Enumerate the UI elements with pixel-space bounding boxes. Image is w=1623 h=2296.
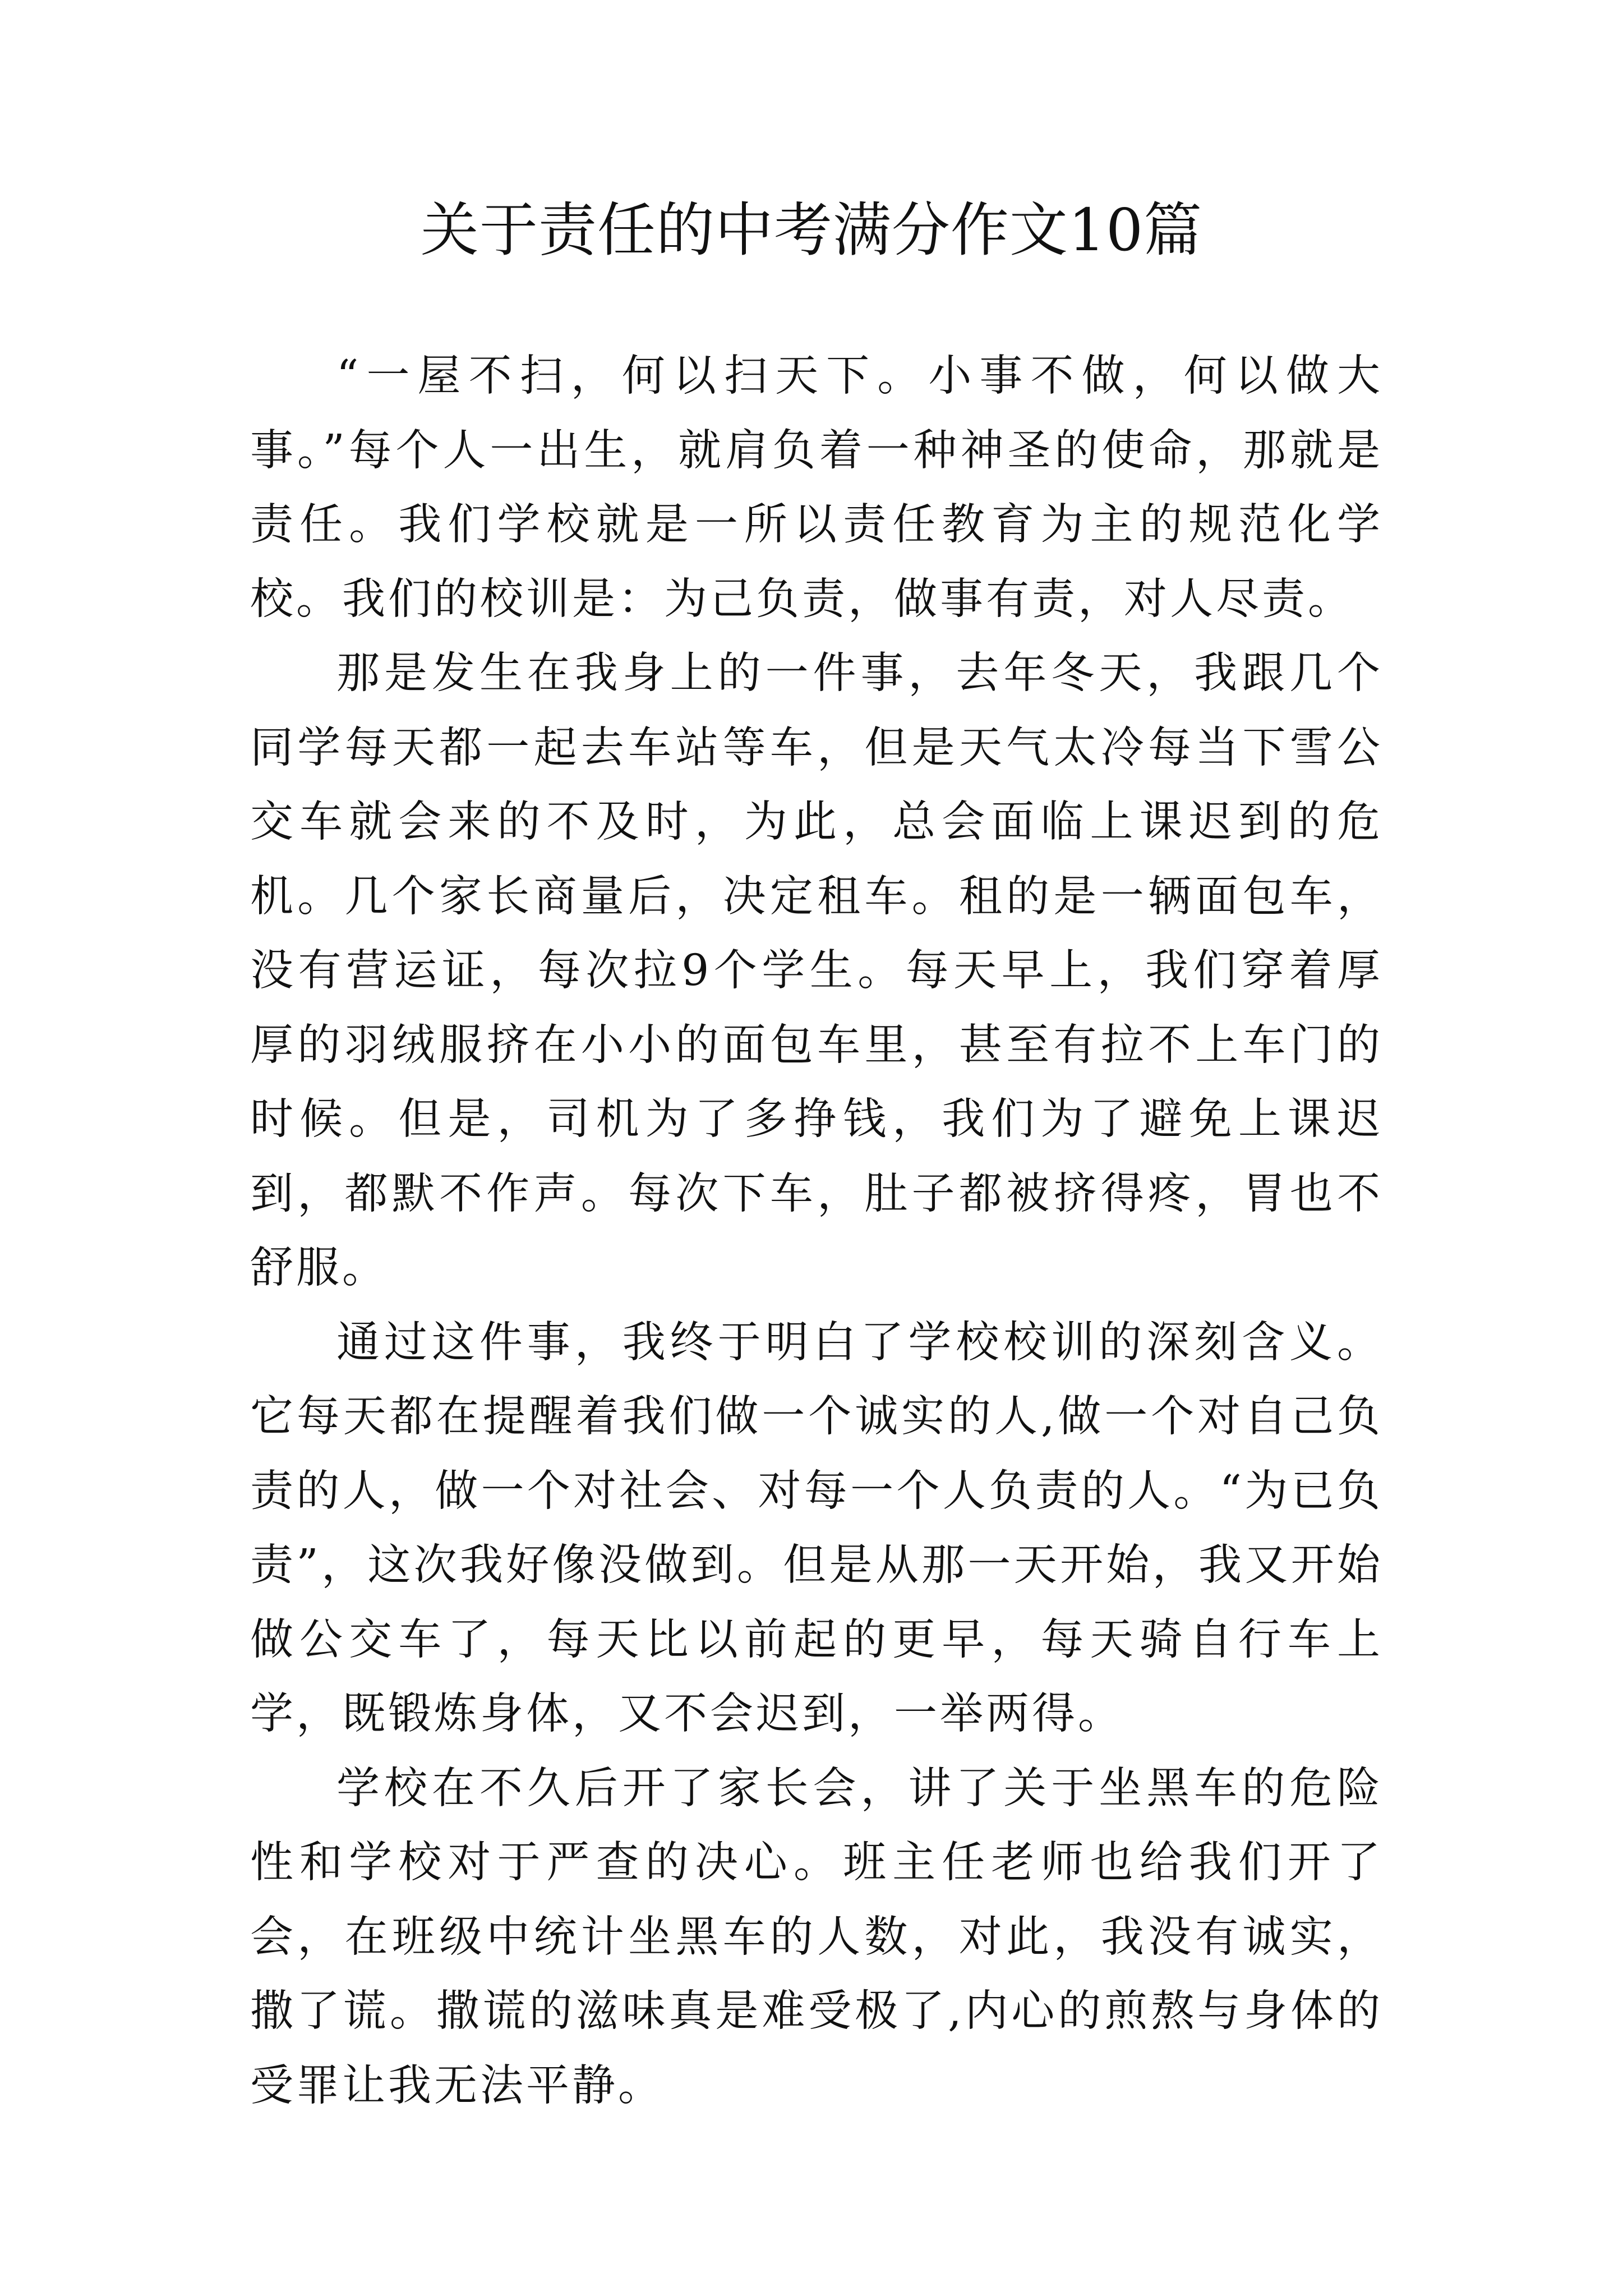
document-title: 关于责任的中考满分作文10篇 — [420, 196, 1203, 264]
paragraph: “一屋不扫，何以扫天下。小事不做，何以做大事。”每个人一出生，就肩负着一种神圣的使命，那就是责任。我们学校就是一所以责任教育为主的规范化学校。我们的校训是：为己负责，做事有责，对人尽责。 — [250, 351, 1383, 624]
document-body — [250, 339, 1383, 2123]
paragraph: 学校在不久后开了家长会，讲了关于坐黑车的危险性和学校对于严查的决心。班主任老师也给我们开了会，在班级中统计坐黑车的人数，对此，我没有诚实，撒了谎。撒谎的滋味真是难受极了,内心的煎熬与身体的受罪让我无法平静。 — [250, 1763, 1383, 2111]
paragraph: 通过这件事，我终于明白了学校校训的深刻含义。它每天都在提醒着我们做一个诚实的人,做一个对自己负责的人，做一个对社会、对每一个人负责的人。“为已负责”，这次我好像没做到。但是从那一天开始，我又开始做公交车了，每天比以前起的更早，每天骑自行车上学，既锻炼身体，又不会迟到，一举两得。 — [250, 1317, 1383, 1739]
paragraph: 那是发生在我身上的一件事，去年冬天，我跟几个同学每天都一起去车站等车，但是天气太冷每当下雪公交车就会来的不及时，为此，总会面临上课迟到的危机。几个家长商量后，决定租车。租的是一辆面包车，没有营运证，每次拉9个学生。每天早上，我们穿着厚厚的羽绒服挤在小小的面包车里，甚至有拉不上车门的时候。但是，司机为了多挣钱，我们为了避免上课迟到，都默不作声。每次下车，肚子都被挤得疼，胃也不舒服。 — [250, 648, 1383, 1293]
